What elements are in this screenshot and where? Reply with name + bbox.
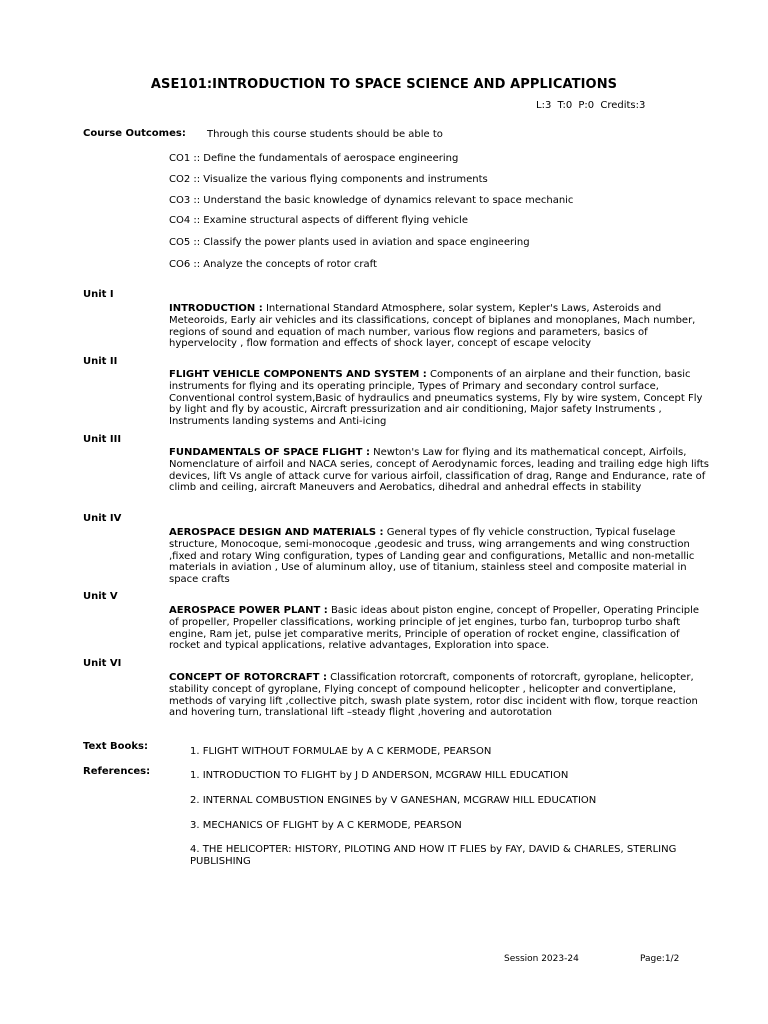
course-outcome-item: CO2 :: Visualize the various flying components and instruments — [169, 174, 488, 185]
unit-description — [169, 527, 709, 586]
reference-item: 2. INTERNAL COMBUSTION ENGINES by V GANESHAN, MCGRAW HILL EDUCATION — [190, 795, 597, 806]
course-outcomes-label: Course Outcomes: — [83, 128, 186, 139]
unit-heading: FLIGHT VEHICLE COMPONENTS AND SYSTEM : — [169, 369, 427, 380]
references-label: References: — [83, 766, 151, 777]
unit-label: Unit II — [83, 356, 118, 367]
unit-label: Unit I — [83, 289, 114, 300]
course-outcome-item: CO6 :: Analyze the concepts of rotor craft — [169, 259, 377, 270]
document-title: ASE101:INTRODUCTION TO SPACE SCIENCE AND APPLICATIONS — [150, 77, 618, 92]
course-outcome-item: CO3 :: Understand the basic knowledge of dynamics relevant to space mechanic — [169, 195, 574, 206]
text-books-label: Text Books: — [83, 741, 148, 752]
course-outcome-item: CO1 :: Define the fundamentals of aerospace engineering — [169, 153, 459, 164]
unit-heading: AEROSPACE DESIGN AND MATERIALS : — [169, 527, 384, 538]
unit-description — [169, 672, 709, 719]
session-footer: Session 2023-24 — [504, 954, 579, 964]
unit-label: Unit IV — [83, 513, 122, 524]
unit-heading: AEROSPACE POWER PLANT : — [169, 605, 328, 616]
reference-item: 1. INTRODUCTION TO FLIGHT by J D ANDERSON, MCGRAW HILL EDUCATION — [190, 770, 569, 781]
page-number: Page:1/2 — [640, 954, 680, 964]
unit-description — [169, 605, 709, 652]
unit-label: Unit V — [83, 591, 118, 602]
unit-heading: INTRODUCTION : — [169, 303, 263, 314]
unit-text: International Standard Atmosphere, solar system, Kepler's Laws, Asteroids and Meteoroids, Early air vehicles and its classifications, concept of biplanes and monoplanes, Mach number, regions of sound and equation of mach number, various flow regions and parameters, basics of hypervelocity , flow formation and effects of shock layer, concept of escape velocity — [169, 303, 696, 350]
unit-text: Components of an airplane and their function, basic instruments for flying and its operating principle, Types of Primary and secondary control surface, Conventional control system,Basic of hydraulics and pneumatics systems, Fly by wire system, Concept Fly by light and fly by acoustic, Aircraft pressurization and air conditioning, Major safety Instruments , Instruments landing systems and Anti-icing — [169, 369, 703, 428]
credits-line: L:3 T:0 P:0 Credits:3 — [536, 100, 646, 111]
unit-text: Basic ideas about piston engine, concept of Propeller, Operating Principle of propeller, Propeller classifications, working principle of jet engines, turbo fan, turboprop turbo shaft engine, Ram jet, pulse jet comparative merits, Principle of operation of rocket engine, classification of rocket and typical applications, relative advantages, Exploration into space. — [169, 605, 700, 652]
reference-item: 3. MECHANICS OF FLIGHT by A C KERMODE, PEARSON — [190, 820, 462, 831]
course-outcome-item: CO4 :: Examine structural aspects of different flying vehicle — [169, 215, 468, 226]
unit-text: Newton's Law for flying and its mathematical concept, Airfoils, Nomenclature of airfoil and NACA series, concept of Aerodynamic forces, leading and trailing edge high lifts devices, lift Vs angle of attack curve for various airfoil, classification of drag, Range and Endurance, rate of climb and ceiling, aircraft Maneuvers and Aerobatics, dihedral and anhedral effects in stability — [169, 447, 709, 494]
unit-description — [169, 303, 709, 350]
reference-item: 4. THE HELICOPTER: HISTORY, PILOTING AND HOW IT FLIES by FAY, DAVID & CHARLES, STERLING PUBLISHING — [190, 844, 677, 867]
text-book-item: 1. FLIGHT WITHOUT FORMULAE by A C KERMODE, PEARSON — [190, 746, 492, 757]
course-outcomes-intro: Through this course students should be able to — [207, 129, 443, 140]
unit-text: Classification rotorcraft, components of rotorcraft, gyroplane, helicopter, stability concept of gyroplane, Flying concept of compound helicopter , helicopter and convertiplane, methods of varying lift ,collective pitch, swash plate system, rotor disc incident with flow, torque reaction and hovering turn, translational lift –steady flight ,hovering and autorotation — [169, 672, 698, 719]
unit-heading: FUNDAMENTALS OF SPACE FLIGHT : — [169, 447, 370, 458]
unit-description — [169, 369, 709, 428]
unit-label: Unit VI — [83, 658, 122, 669]
unit-description — [169, 447, 709, 494]
unit-label: Unit III — [83, 434, 122, 445]
unit-text: General types of fly vehicle construction, Typical fuselage structure, Monocoque, semi-monocoque ,geodesic and truss, wing arrangements and wing construction ,fixed and rotary Wing configuration, types of Landing gear and configurations, Metallic and non-metallic materials in aviation , Use of aluminum alloy, use of titanium, stainless steel and composite material in space crafts — [169, 527, 695, 586]
unit-heading: CONCEPT OF ROTORCRAFT : — [169, 672, 327, 683]
course-outcome-item: CO5 :: Classify the power plants used in aviation and space engineering — [169, 237, 530, 248]
